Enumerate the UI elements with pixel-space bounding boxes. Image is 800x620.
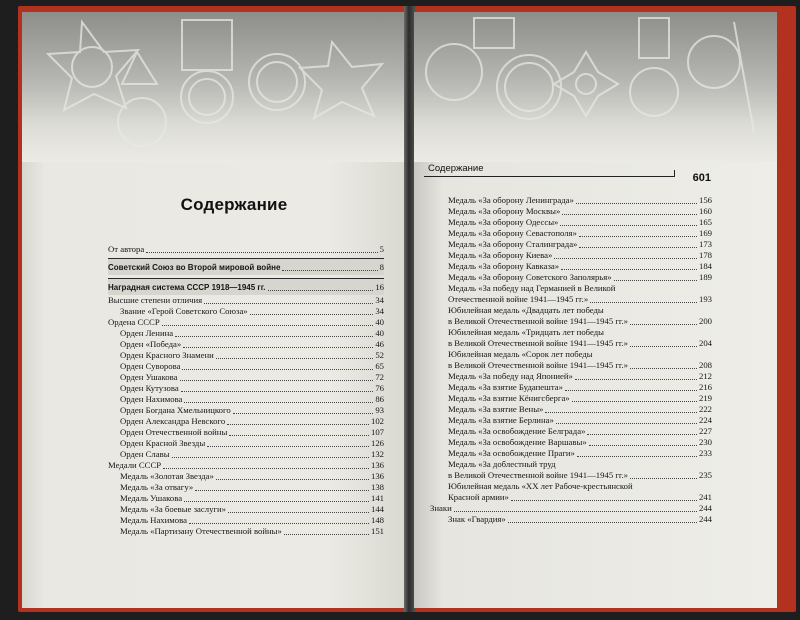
toc-page-number: 169 bbox=[698, 228, 712, 238]
toc-entry-text: Медаль «За освобождение Белграда» bbox=[448, 426, 586, 436]
toc-page-number: 184 bbox=[698, 261, 712, 271]
toc-entry-text: Медаль «За победу над Германией в Великой bbox=[448, 283, 616, 293]
leader-dots bbox=[575, 379, 697, 380]
toc-entry-text: Звание «Герой Советского Союза» bbox=[120, 306, 248, 316]
toc-page-number: 65 bbox=[375, 361, 384, 371]
toc-entry bbox=[430, 327, 712, 349]
leader-dots bbox=[204, 303, 373, 304]
right-page bbox=[414, 12, 777, 608]
toc-right bbox=[430, 195, 712, 525]
toc-entry bbox=[430, 195, 712, 206]
toc-entry bbox=[108, 258, 384, 275]
toc-entry-text: Медаль «За оборону Ленинграда» bbox=[448, 195, 574, 205]
toc-page-number: 72 bbox=[375, 372, 384, 382]
toc-entry-text: Медаль «За боевые заслуги» bbox=[120, 504, 226, 514]
toc-entry-text: Медали СССР bbox=[108, 460, 162, 470]
toc-page-number: 86 bbox=[375, 394, 384, 404]
toc-entry bbox=[108, 438, 384, 449]
header-rule-tick bbox=[674, 170, 675, 177]
toc-entry bbox=[108, 383, 384, 394]
toc-entry bbox=[108, 306, 384, 317]
leader-dots bbox=[184, 501, 369, 502]
leader-dots bbox=[614, 280, 697, 281]
toc-left bbox=[108, 244, 384, 537]
toc-entry bbox=[430, 371, 712, 382]
toc-entry bbox=[430, 206, 712, 217]
toc-entry bbox=[108, 394, 384, 405]
leader-dots bbox=[630, 478, 697, 479]
leader-dots bbox=[630, 324, 697, 325]
toc-page-number: 40 bbox=[375, 317, 384, 327]
toc-entry-text: Орден Богдана Хмельницкого bbox=[120, 405, 231, 415]
toc-entry bbox=[108, 405, 384, 416]
toc-page-number: 224 bbox=[698, 415, 712, 425]
toc-page-number: 138 bbox=[370, 482, 384, 492]
toc-entry bbox=[430, 239, 712, 250]
toc-entry-text: Медаль «За оборону Одессы» bbox=[448, 217, 559, 227]
toc-entry bbox=[430, 448, 712, 459]
toc-entry-text: Медаль «За оборону Советского Заполярья» bbox=[448, 272, 612, 282]
toc-page-number: 235 bbox=[698, 470, 712, 480]
toc-entry bbox=[108, 504, 384, 515]
toc-entry bbox=[108, 515, 384, 526]
leader-dots bbox=[216, 479, 369, 480]
toc-page-number: 46 bbox=[375, 339, 384, 349]
toc-page-number: 216 bbox=[698, 382, 712, 392]
leader-dots bbox=[182, 369, 373, 370]
toc-entry bbox=[108, 372, 384, 383]
toc-entry-text-continued: в Великой Отечественной войне 1941—1945 гг.» bbox=[448, 470, 629, 480]
toc-page-number: 16 bbox=[375, 282, 384, 292]
toc-entry bbox=[108, 526, 384, 537]
toc-page-number: 241 bbox=[698, 492, 712, 502]
toc-entry-text: Медаль «За оборону Москвы» bbox=[448, 206, 561, 216]
leader-dots bbox=[216, 358, 373, 359]
toc-page-number: 102 bbox=[370, 416, 384, 426]
toc-entry-text: Орден Красного Знамени bbox=[120, 350, 214, 360]
leader-dots bbox=[233, 413, 374, 414]
toc-entry-text: Медаль «За отвагу» bbox=[120, 482, 194, 492]
toc-entry-text: Орден Ушакова bbox=[120, 372, 178, 382]
toc-entry bbox=[430, 217, 712, 228]
toc-entry bbox=[430, 250, 712, 261]
toc-entry bbox=[108, 427, 384, 438]
leader-dots bbox=[561, 269, 697, 270]
leader-dots bbox=[207, 446, 369, 447]
toc-entry-text: Орден Нахимова bbox=[120, 394, 183, 404]
toc-entry-text: Юбилейная медаль «XX лет Рабоче-крестьянской bbox=[448, 481, 633, 491]
toc-entry bbox=[430, 514, 712, 525]
toc-entry-text: Медаль «За освобождение Праги» bbox=[448, 448, 575, 458]
toc-entry-text: Орден Александра Невского bbox=[120, 416, 226, 426]
toc-page-number: 189 bbox=[698, 272, 712, 282]
toc-page-number: 5 bbox=[379, 244, 384, 254]
toc-entry bbox=[108, 350, 384, 361]
toc-entry bbox=[108, 460, 384, 471]
leader-dots bbox=[162, 325, 374, 326]
toc-entry-text: Орден «Победа» bbox=[120, 339, 182, 349]
left-page bbox=[22, 12, 406, 608]
toc-entry bbox=[430, 404, 712, 415]
leader-dots bbox=[511, 500, 697, 501]
toc-page-number: 222 bbox=[698, 404, 712, 414]
toc-page-number: 144 bbox=[370, 504, 384, 514]
toc-page-number: 40 bbox=[375, 328, 384, 338]
toc-entry-text: Медаль «За доблестный труд bbox=[448, 459, 556, 469]
leader-dots bbox=[556, 423, 697, 424]
leader-dots bbox=[576, 203, 697, 204]
toc-entry-text: Медаль «За оборону Севастополя» bbox=[448, 228, 577, 238]
toc-page-number: 244 bbox=[698, 503, 712, 513]
leader-dots bbox=[587, 434, 697, 435]
toc-page-number: 178 bbox=[698, 250, 712, 260]
leader-dots bbox=[163, 468, 369, 469]
leader-dots bbox=[183, 347, 373, 348]
leader-dots bbox=[146, 252, 377, 253]
toc-entry-text-continued: Отечественной войне 1941—1945 гг.» bbox=[448, 294, 589, 304]
page-number: 601 bbox=[692, 172, 711, 184]
header-rule bbox=[424, 176, 674, 177]
toc-page-number: 200 bbox=[698, 316, 712, 326]
toc-entry bbox=[108, 339, 384, 350]
toc-page-number: 132 bbox=[370, 449, 384, 459]
leader-dots bbox=[184, 402, 373, 403]
leader-dots bbox=[175, 336, 373, 337]
toc-entry bbox=[430, 481, 712, 503]
toc-entry-text: Знаки bbox=[430, 503, 452, 513]
toc-page-number: 141 bbox=[370, 493, 384, 503]
toc-entry bbox=[430, 272, 712, 283]
leader-dots bbox=[572, 401, 697, 402]
toc-entry-text: Медаль Нахимова bbox=[120, 515, 187, 525]
toc-page-number: 93 bbox=[375, 405, 384, 415]
toc-entry bbox=[108, 493, 384, 504]
toc-entry-text: Медаль «Партизану Отечественной войны» bbox=[120, 526, 282, 536]
toc-page-number: 156 bbox=[698, 195, 712, 205]
leader-dots bbox=[562, 214, 697, 215]
toc-page-number: 212 bbox=[698, 371, 712, 381]
toc-entry bbox=[430, 437, 712, 448]
page-title: Содержание bbox=[180, 195, 288, 214]
toc-entry-text: Медаль «За взятие Вены» bbox=[448, 404, 544, 414]
toc-entry-text: Медаль «За взятие Кёнигсберга» bbox=[448, 393, 570, 403]
leader-dots bbox=[554, 258, 697, 259]
toc-page-number: 219 bbox=[698, 393, 712, 403]
toc-entry-text-continued: Красной армии» bbox=[448, 492, 509, 502]
toc-page-number: 230 bbox=[698, 437, 712, 447]
toc-entry-text: Юбилейная медаль «Двадцать лет победы bbox=[448, 305, 604, 315]
toc-page-number: 52 bbox=[375, 350, 384, 360]
toc-entry-text: Высшие степени отличия bbox=[108, 295, 203, 305]
toc-page-number: 244 bbox=[698, 514, 712, 524]
toc-entry-text: Орден Славы bbox=[120, 449, 170, 459]
leader-dots bbox=[630, 346, 697, 347]
toc-entry-text: Медаль «За победу над Японией» bbox=[448, 371, 573, 381]
toc-page-number: 148 bbox=[370, 515, 384, 525]
toc-entry bbox=[430, 382, 712, 393]
toc-entry-text: Орден Суворова bbox=[120, 361, 181, 371]
toc-page-number: 107 bbox=[370, 427, 384, 437]
toc-entry bbox=[108, 482, 384, 493]
toc-page-number: 173 bbox=[698, 239, 712, 249]
toc-entry-text: Орден Ленина bbox=[120, 328, 174, 338]
toc-entry-text: Знак «Гвардия» bbox=[448, 514, 506, 524]
leader-dots bbox=[268, 290, 374, 291]
toc-entry bbox=[108, 361, 384, 372]
toc-entry bbox=[430, 349, 712, 371]
toc-entry bbox=[430, 393, 712, 404]
leader-dots bbox=[172, 457, 369, 458]
toc-entry-text: Орден Красной Звезды bbox=[120, 438, 206, 448]
toc-entry-text: Медаль Ушакова bbox=[120, 493, 183, 503]
toc-page-number: 233 bbox=[698, 448, 712, 458]
toc-entry bbox=[430, 283, 712, 305]
toc-page-number: 8 bbox=[379, 262, 384, 272]
toc-entry bbox=[108, 471, 384, 482]
toc-page-number: 34 bbox=[375, 306, 384, 316]
leader-dots bbox=[227, 424, 369, 425]
toc-entry-text: Медаль «За оборону Кавказа» bbox=[448, 261, 560, 271]
leader-dots bbox=[577, 456, 697, 457]
leader-dots bbox=[579, 247, 697, 248]
toc-entry bbox=[108, 449, 384, 460]
running-header: Содержание bbox=[428, 163, 484, 174]
toc-entry bbox=[430, 459, 712, 481]
toc-entry bbox=[430, 503, 712, 514]
toc-entry-text: Медаль «За взятие Берлина» bbox=[448, 415, 554, 425]
toc-entry-text-continued: в Великой Отечественной войне 1941—1945 гг.» bbox=[448, 338, 629, 348]
toc-page-number: 136 bbox=[370, 460, 384, 470]
leader-dots bbox=[454, 511, 697, 512]
toc-page-number: 126 bbox=[370, 438, 384, 448]
toc-entry bbox=[108, 295, 384, 306]
leader-dots bbox=[229, 435, 369, 436]
toc-entry bbox=[430, 415, 712, 426]
toc-page-number: 136 bbox=[370, 471, 384, 481]
toc-entry-text-continued: в Великой Отечественной войне 1941—1945 гг.» bbox=[448, 360, 629, 370]
toc-page-number: 76 bbox=[375, 383, 384, 393]
leader-dots bbox=[508, 522, 697, 523]
medals-banner-left bbox=[22, 12, 406, 162]
toc-entry-text: Медаль «За оборону Киева» bbox=[448, 250, 553, 260]
leader-dots bbox=[545, 412, 697, 413]
toc-page-number: 227 bbox=[698, 426, 712, 436]
leader-dots bbox=[590, 302, 697, 303]
toc-entry bbox=[108, 416, 384, 427]
toc-entry-text: Юбилейная медаль «Тридцать лет победы bbox=[448, 327, 604, 337]
toc-entry bbox=[430, 228, 712, 239]
leader-dots bbox=[250, 314, 374, 315]
leader-dots bbox=[195, 490, 369, 491]
toc-entry bbox=[108, 317, 384, 328]
toc-page-number: 165 bbox=[698, 217, 712, 227]
toc-entry bbox=[108, 278, 384, 295]
toc-page-number: 208 bbox=[698, 360, 712, 370]
leader-dots bbox=[565, 390, 697, 391]
leader-dots bbox=[589, 445, 697, 446]
toc-entry-text: Орден Отечественной войны bbox=[120, 427, 228, 437]
toc-entry-text: Медаль «Золотая Звезда» bbox=[120, 471, 214, 481]
toc-page-number: 160 bbox=[698, 206, 712, 216]
toc-entry bbox=[430, 305, 712, 327]
leader-dots bbox=[189, 523, 369, 524]
toc-page-number: 34 bbox=[375, 295, 384, 305]
leader-dots bbox=[228, 512, 369, 513]
toc-entry-text-continued: в Великой Отечественной войне 1941—1945 гг.» bbox=[448, 316, 629, 326]
medals-banner-right bbox=[414, 12, 777, 162]
leader-dots bbox=[282, 270, 377, 271]
leader-dots bbox=[630, 368, 697, 369]
leader-dots bbox=[284, 534, 369, 535]
toc-page-number: 193 bbox=[698, 294, 712, 304]
toc-entry-text: От автора bbox=[108, 244, 145, 254]
toc-entry bbox=[108, 328, 384, 339]
toc-entry-text: Медаль «За освобождение Варшавы» bbox=[448, 437, 587, 447]
toc-entry bbox=[430, 426, 712, 437]
toc-page-number: 151 bbox=[370, 526, 384, 536]
leader-dots bbox=[180, 380, 374, 381]
toc-entry-text: Медаль «За взятие Будапешта» bbox=[448, 382, 563, 392]
toc-entry-text: Медаль «За оборону Сталинграда» bbox=[448, 239, 578, 249]
leader-dots bbox=[560, 225, 697, 226]
leader-dots bbox=[579, 236, 697, 237]
toc-entry-text: Советский Союз во Второй мировой войне bbox=[108, 263, 281, 272]
leader-dots bbox=[181, 391, 374, 392]
toc-entry-text: Наградная система СССР 1918—1945 гг. bbox=[108, 283, 266, 292]
toc-entry-text: Орден Кутузова bbox=[120, 383, 179, 393]
toc-entry bbox=[108, 244, 384, 255]
toc-entry-text: Юбилейная медаль «Сорок лет победы bbox=[448, 349, 593, 359]
toc-entry-text: Ордена СССР bbox=[108, 317, 160, 327]
toc-entry bbox=[430, 261, 712, 272]
toc-page-number: 204 bbox=[698, 338, 712, 348]
